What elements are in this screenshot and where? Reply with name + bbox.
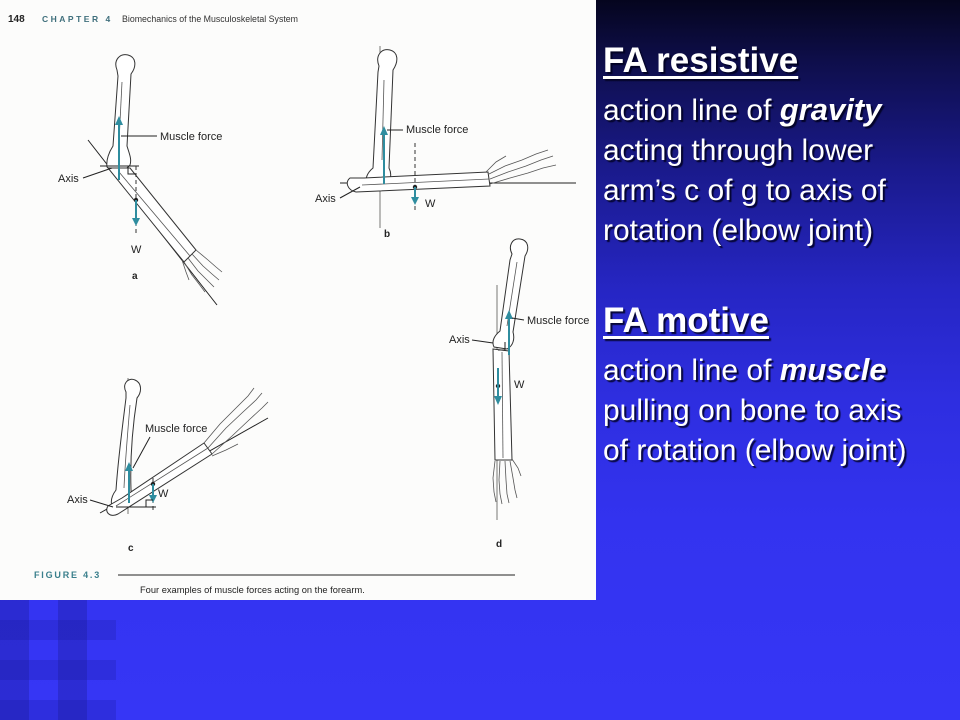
axis-label-a: Axis — [58, 173, 79, 185]
muscle-force-label-c: Muscle force — [145, 423, 208, 435]
axis-leader-a — [83, 168, 112, 178]
panel-d — [449, 239, 589, 550]
panel-letter-d: d — [496, 539, 503, 550]
resistive-line-1 — [603, 90, 886, 131]
weight-label-a: W — [131, 244, 142, 256]
template-pattern — [0, 600, 116, 720]
panel-letter-a: a — [132, 271, 138, 282]
finger-c3 — [212, 402, 268, 454]
thumb-b — [486, 156, 506, 172]
chapter-label: CHAPTER 4 — [42, 14, 113, 24]
motive-line-2: pulling on bone to axis — [603, 394, 902, 427]
finger-b3 — [490, 165, 556, 184]
weight-arrowhead-b — [411, 197, 419, 205]
resistive-emphasis: gravity — [779, 92, 882, 127]
right-angle-mark-c — [146, 500, 153, 507]
thumb-a — [182, 260, 189, 280]
humerus-b — [366, 50, 397, 185]
humerus-d — [493, 239, 528, 349]
weight-label-d: W — [514, 379, 525, 391]
axis-label-d: Axis — [449, 334, 470, 346]
resistive-line-4: rotation (elbow joint) — [603, 214, 874, 247]
axis-leader-c — [90, 500, 113, 507]
figure-caption: Four examples of muscle forces acting on the forearm. — [140, 585, 365, 595]
finger-d2 — [499, 461, 502, 504]
resistive-description — [603, 90, 886, 251]
figure-number: FIGURE 4.3 — [34, 570, 102, 580]
muscle-force-label-a: Muscle force — [160, 131, 223, 143]
muscle-force-label-b: Muscle force — [406, 124, 469, 136]
resistive-title: FA resistive — [603, 41, 799, 80]
motive-lead: action line of — [603, 354, 772, 387]
finger-a4 — [196, 250, 222, 272]
motive-line-3: of rotation (elbow joint) — [603, 434, 907, 467]
finger-b1 — [489, 150, 548, 174]
panel-letter-b: b — [384, 229, 391, 240]
motive-description — [603, 350, 907, 471]
resistive-lead: action line of — [603, 94, 772, 127]
resistive-line-2: acting through lower — [603, 134, 874, 167]
resistive-line-3: arm’s c of g to axis of — [603, 174, 886, 207]
hand-c — [204, 388, 268, 456]
motive-line-1 — [603, 350, 907, 391]
axis-leader-d — [472, 340, 493, 343]
finger-d3 — [505, 461, 509, 503]
finger-d4 — [510, 461, 517, 498]
humerus-c — [111, 379, 140, 506]
muscle-force-leader-c — [133, 437, 150, 468]
axis-label-b: Axis — [315, 193, 336, 205]
weight-arrowhead-a — [132, 218, 140, 226]
finger-c1 — [204, 388, 254, 443]
finger-c2 — [208, 393, 262, 448]
panel-b — [315, 46, 576, 240]
weight-label-b: W — [425, 198, 436, 210]
running-title: Biomechanics of the Musculoskeletal System — [122, 14, 299, 24]
axis-label-c: Axis — [67, 494, 88, 506]
weight-arrowhead-c — [149, 495, 157, 503]
weight-label-c: W — [158, 488, 169, 500]
motive-title: FA motive — [603, 301, 769, 340]
finger-d1 — [493, 461, 496, 502]
page-number: 148 — [8, 14, 25, 25]
forearm-detail-a — [119, 172, 190, 256]
thumb-d — [512, 459, 521, 476]
panel-letter-c: c — [128, 543, 134, 554]
muscle-force-label-d: Muscle force — [527, 315, 590, 327]
panel-a — [58, 55, 222, 305]
hand-b — [486, 150, 556, 184]
panel-c — [67, 378, 268, 554]
motive-emphasis: muscle — [779, 352, 887, 387]
